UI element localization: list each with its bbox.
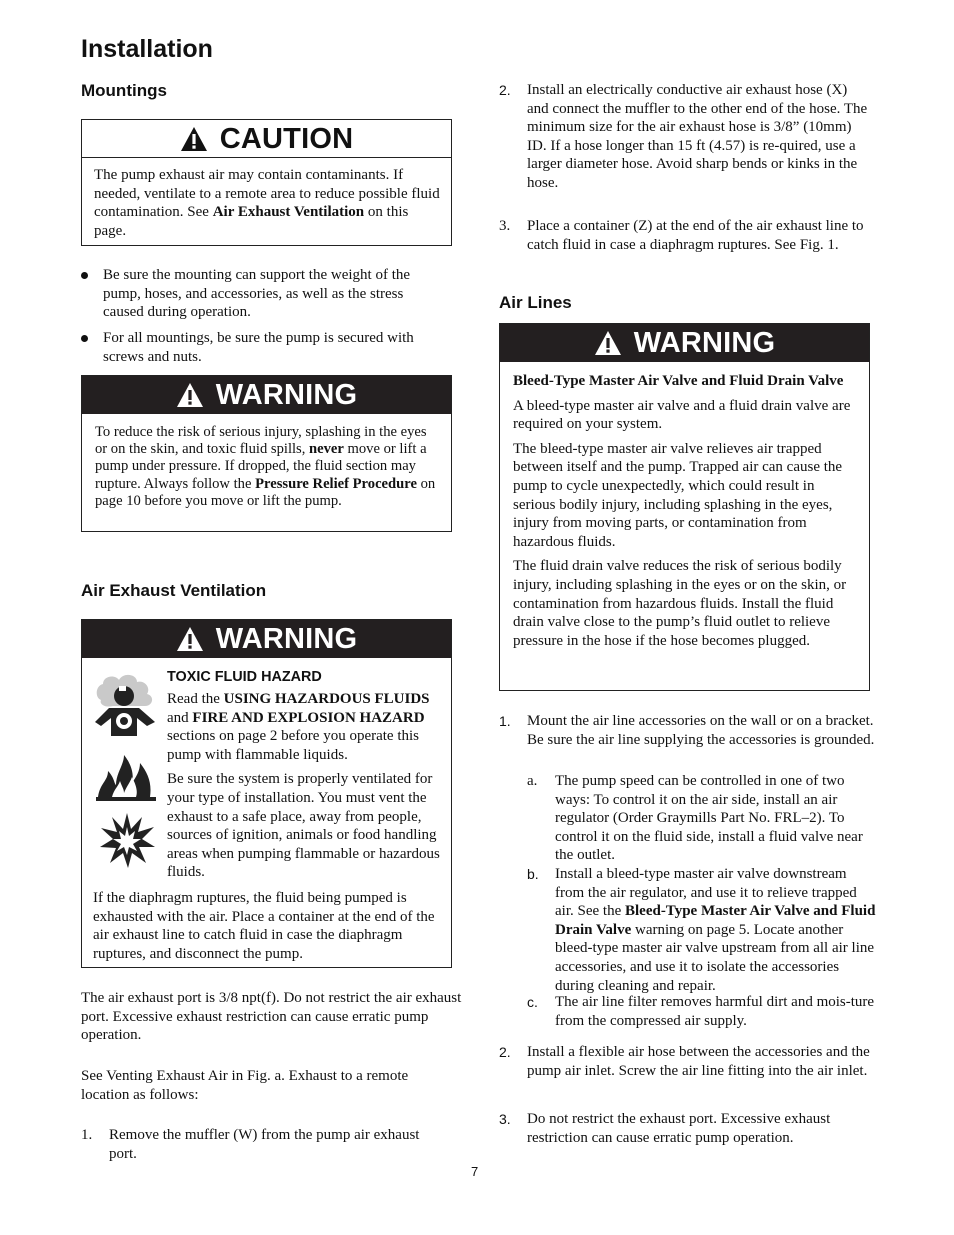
step-number: 1.: [499, 713, 511, 729]
air-line-substep: [527, 865, 879, 993]
substep-letter: a.: [527, 773, 538, 789]
exhaust-step: [81, 1126, 451, 1166]
warning-triangle-icon: [180, 126, 208, 152]
diaphragm-text: If the diaphragm ruptures, the fluid being pumped is exhausted with the air. Place a container at the end of the air exhaust line to catch fluid in case the diaphragm ruptures, and disconnect the pump.: [93, 890, 435, 962]
air-line-step: [499, 1043, 879, 1101]
warning-triangle-icon: [594, 330, 622, 356]
ventilation-text: Be sure the system is properly ventilated for your type of installation. You must vent the exhaust to a safe place, away from people, sources of ignition, animals or food handling areas when pumping flammable or hazardous fluids.: [167, 771, 440, 881]
bullet-text: Be sure the mounting can support the weight of the pump, hoses, and accessories, as well as the stress caused during operation.: [103, 267, 411, 321]
caution-header: [82, 120, 451, 158]
warning-body: [82, 414, 451, 518]
section-ref: FIRE AND EXPLOSION HAZARD: [192, 709, 425, 726]
air-line-substep: [527, 993, 879, 1033]
caution-text-end: on this page.: [94, 204, 409, 239]
warning-header: [82, 376, 451, 414]
air-lines-heading: Air Lines: [499, 293, 572, 312]
warning-box-bleed-valve: [499, 323, 870, 691]
bullet-icon: [81, 272, 88, 279]
warning-box-toxic: [81, 619, 452, 968]
fire-icon: [94, 753, 158, 803]
warning-triangle-icon: [176, 382, 204, 408]
step-text: Mount the air line accessories on the wall or on a bracket. Be sure the air line supplying the accessories is grounded.: [527, 713, 875, 748]
page-title: Installation: [81, 35, 213, 63]
warning-procedure-ref: Pressure Relief Procedure: [255, 475, 417, 492]
warning-triangle-icon: [176, 626, 204, 652]
bleed-valve-text: The bleed-type master air valve relieves air trapped between itself and the pump. Trapped air can cause the pump to cycle unexpectedly, which could result in serious bodily injury, including splashing in the eyes, injury from moving parts, or contamination from hazardous fluids.: [513, 440, 843, 550]
toxic-warning-text: [167, 690, 449, 882]
bullet-item: [81, 266, 441, 324]
warning-header: [82, 620, 451, 658]
substep-text: The pump speed can be controlled in one of two ways: To control it on the air side, install an air regulator (Order Graymills Part No. FRL–2). To control it on the fluid side, install a fluid valve near the outlet.: [555, 773, 863, 864]
warning-text: and: [167, 709, 193, 726]
warning-title: WARNING: [633, 327, 776, 359]
caution-title: CAUTION: [219, 122, 354, 155]
venting-paragraph: See Venting Exhaust Air in Fig. a. Exhaust to a remote location as follows:: [81, 1068, 409, 1103]
air-line-substep: [527, 772, 879, 862]
warning-text: move or lift a pump under pressure. If dropped, the fluid section may rupture. Always follow the: [95, 441, 427, 492]
bullet-item: [81, 329, 441, 369]
substep-letter: b.: [527, 866, 539, 882]
warning-box-pressure: [81, 375, 452, 532]
step-number: 2.: [499, 1044, 511, 1060]
substep-letter: c.: [527, 994, 538, 1010]
air-exhaust-heading: Air Exhaust Ventilation: [81, 581, 267, 600]
warning-title: WARNING: [215, 379, 358, 411]
air-line-step: [499, 1110, 879, 1150]
drain-valve-text: The fluid drain valve reduces the risk of serious bodily injury, including splashing in the eyes or on the skin, or contamination from hazardous fluids. Install the fluid drain valve close to the pump’s fluid outlet to relieve pressure in the hose if the hose becomes plugged.: [513, 558, 847, 649]
substep-text-part: warning on page 5. Locate another bleed-type master air valve upstream from all air line accessories, and use it to isolate the accessories during cleaning and repair.: [555, 921, 875, 994]
step-text: Install a flexible air hose between the accessories and the pump air inlet. Screw the air line fitting into the air inlet.: [527, 1044, 870, 1079]
mountings-heading: Mountings: [81, 81, 167, 100]
warning-title: WARNING: [215, 623, 358, 655]
step-text: Install an electrically conductive air exhaust hose (X) and connect the muffler to the other end of the hose. The minimum size for the air exhaust hose is 3/8” (10mm) ID. If a hose longer than 15 ft (4.57) is re-quired, use a larger diameter hose. Avoid sharp bends or kinks in the hose.: [527, 82, 868, 191]
warning-text: Read the: [167, 691, 224, 707]
exhaust-step: [499, 81, 879, 196]
bleed-valve-ref: Bleed-Type Master Air Valve and Fluid Drain Valve: [555, 903, 876, 938]
warning-text: on page 10 before you move or lift the pump.: [95, 475, 436, 509]
caution-link-ref: Air Exhaust Ventilation: [212, 204, 365, 221]
step-number: 3.: [499, 218, 511, 234]
warning-emphasis: never: [309, 441, 344, 458]
bleed-valve-subheading: Bleed-Type Master Air Valve and Fluid Drain Valve: [513, 373, 844, 389]
explosion-icon: [98, 811, 156, 869]
caution-body: [82, 158, 451, 248]
page-number: 7: [471, 1164, 479, 1179]
step-text: Do not restrict the exhaust port. Excessive exhaust restriction can cause erratic pump operation.: [527, 1111, 831, 1146]
step-number: 1.: [81, 1127, 93, 1143]
warning-body: [500, 362, 869, 658]
caution-text: The pump exhaust air may contain contaminants. If needed, ventilate to a remote area to reduce possible fluid contamination. See: [94, 167, 440, 221]
step-text: Remove the muffler (W) from the pump air exhaust port.: [109, 1127, 420, 1162]
warning-header: [500, 324, 869, 362]
bleed-valve-text: A bleed-type master air valve and a fluid drain valve are required on your system.: [513, 397, 851, 433]
exhaust-step: [499, 217, 879, 257]
substep-text-part: Install a bleed-type master air valve downstream from the air regulator, and use it to relieve trapped air. See the: [555, 866, 857, 920]
substep-text: The air line filter removes harmful dirt and mois-ture from the compressed air supply.: [555, 994, 875, 1029]
exhaust-port-paragraph: The air exhaust port is 3/8 npt(f). Do not restrict the air exhaust port. Excessive exhaust restriction can cause erratic pump operation.: [81, 990, 462, 1044]
section-ref: USING HAZARDOUS FLUIDS: [223, 691, 430, 707]
step-text: Place a container (Z) at the end of the air exhaust line to catch fluid in case a diaphragm ruptures. See Fig. 1.: [527, 218, 864, 253]
substep-text: [555, 865, 879, 995]
warning-text: To reduce the risk of serious injury, splashing in the eyes or on the skin, and toxic fluid spills,: [95, 424, 427, 458]
step-number: 2.: [499, 82, 511, 98]
toxic-hazard-heading: TOXIC FLUID HAZARD: [167, 669, 322, 685]
bullet-text: For all mountings, be sure the pump is secured with screws and nuts.: [103, 330, 414, 365]
toxic-fume-icon: [93, 670, 159, 736]
air-line-step: [499, 712, 879, 770]
step-number: 3.: [499, 1111, 511, 1127]
bullet-icon: [81, 335, 88, 342]
warning-text: sections on page 2 before you operate this pump with flammable liquids.: [167, 728, 420, 763]
caution-box: [81, 119, 452, 246]
